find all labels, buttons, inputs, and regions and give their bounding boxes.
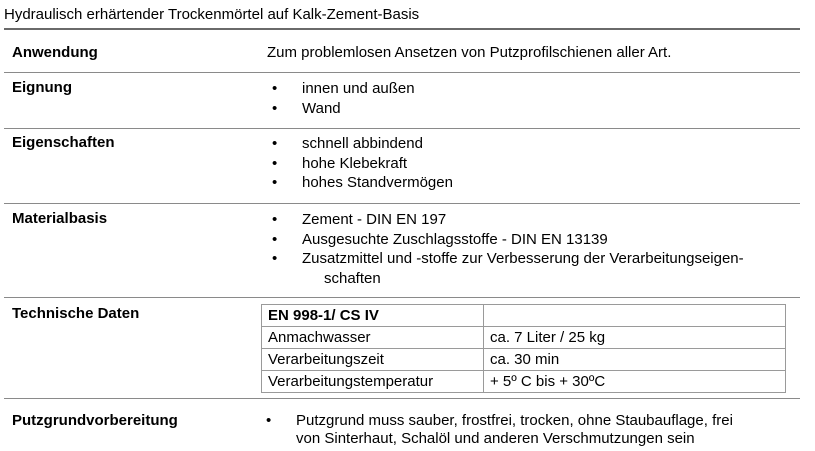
divider-technische-daten (4, 297, 800, 298)
document-title: Hydraulisch erhärtender Trockenmörtel auf Kalk-Zement-Basis (4, 6, 420, 23)
text-anwendung: Zum problemlosen Ansetzen von Putzprofilschienen aller Art. (267, 44, 672, 61)
list-item (266, 412, 733, 448)
list-item-continuation: schaften (324, 269, 381, 287)
table-row (262, 327, 786, 349)
label-putzgrundvorbereitung: Putzgrundvorbereitung (12, 412, 178, 429)
table-cell-name: Verarbeitungstemperatur (262, 371, 484, 393)
technical-data-table (261, 304, 786, 393)
list-putzgrund (266, 412, 733, 448)
list-item-line: Putzgrund muss sauber, frostfrei, trocken, ohne Staubauflage, frei (296, 412, 733, 429)
table-cell-value: ca. 30 min (484, 349, 786, 371)
list-eignung (272, 79, 415, 118)
divider-materialbasis (4, 203, 800, 204)
table-row (262, 349, 786, 371)
table-cell-value: ca. 7 Liter / 25 kg (484, 327, 786, 349)
table-cell-name: Verarbeitungszeit (262, 349, 484, 371)
table-cell-value: + 5º C bis + 30ºC (484, 371, 786, 393)
table-header-value-cell (484, 305, 786, 327)
list-item: • Ausgesuchte Zuschlagsstoffe - DIN EN 13139 (272, 230, 744, 250)
list-item: • innen und außen (272, 79, 415, 99)
list-eigenschaften (272, 134, 453, 193)
table-header-row (262, 305, 786, 327)
label-eigenschaften: Eigenschaften (12, 134, 115, 151)
list-item (272, 249, 744, 288)
label-anwendung: Anwendung (12, 44, 98, 61)
table-cell-name: Anmachwasser (262, 327, 484, 349)
label-materialbasis: Materialbasis (12, 210, 108, 227)
divider-top (4, 28, 800, 30)
list-materialbasis (272, 210, 744, 288)
table-header-cell: EN 998-1/ CS IV (262, 305, 484, 327)
list-item: • hohe Klebekraft (272, 154, 453, 174)
label-technische-daten: Technische Daten (12, 305, 140, 322)
list-item: • hohes Standvermögen (272, 173, 453, 193)
table-row (262, 371, 786, 393)
divider-eigenschaften (4, 128, 800, 129)
list-item: • Wand (272, 99, 415, 119)
list-item: • schnell abbindend (272, 134, 453, 154)
label-eignung: Eignung (12, 79, 72, 96)
list-item-text: Zusatzmittel und -stoffe zur Verbesserung der Verarbeitungseigen- (302, 250, 744, 267)
divider-eignung (4, 72, 800, 73)
list-item-line: von Sinterhaut, Schalöl und anderen Verschmutzungen sein (296, 430, 695, 447)
list-item: • Zement - DIN EN 197 (272, 210, 744, 230)
divider-putzgrund (4, 398, 800, 399)
